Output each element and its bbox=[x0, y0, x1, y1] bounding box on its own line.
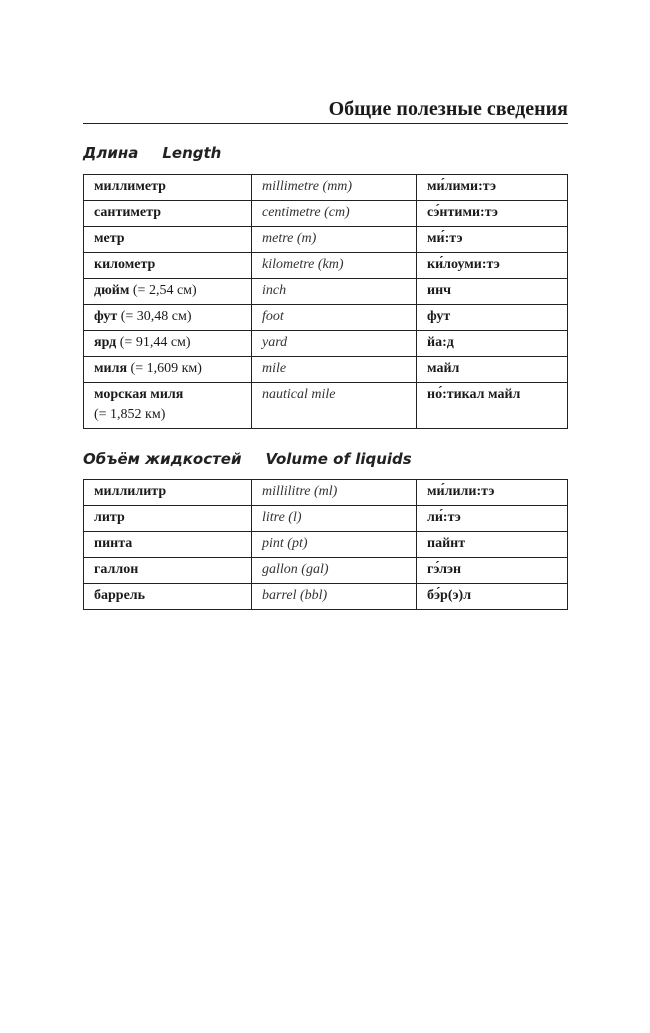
cell-english: mile bbox=[252, 357, 417, 383]
cell-russian bbox=[84, 201, 252, 227]
cell-transcription: бэ́р(э)л bbox=[417, 584, 568, 610]
cell-transcription: ми́:тэ bbox=[417, 227, 568, 253]
term-russian: километр bbox=[94, 257, 156, 272]
cell-transcription: сэ́нтими:тэ bbox=[417, 201, 568, 227]
cell-transcription: ки́лоуми:тэ bbox=[417, 253, 568, 279]
term-russian: ярд bbox=[94, 335, 117, 350]
table-row bbox=[84, 331, 568, 357]
term-russian: метр bbox=[94, 231, 125, 246]
cell-russian bbox=[84, 532, 252, 558]
term-russian: миля bbox=[94, 361, 128, 376]
cell-english: metre (m) bbox=[252, 227, 417, 253]
term-note: (= 1,609 км) bbox=[127, 361, 202, 376]
cell-transcription: ли́:тэ bbox=[417, 506, 568, 532]
cell-russian bbox=[84, 331, 252, 357]
table-row bbox=[84, 253, 568, 279]
cell-russian bbox=[84, 558, 252, 584]
section-title-volume bbox=[83, 450, 412, 468]
table-row bbox=[84, 175, 568, 201]
cell-english: kilometre (km) bbox=[252, 253, 417, 279]
table-row bbox=[84, 227, 568, 253]
table-row bbox=[84, 305, 568, 331]
term-note: (= 2,54 см) bbox=[129, 283, 197, 298]
table-row bbox=[84, 357, 568, 383]
term-note: (= 30,48 см) bbox=[117, 309, 192, 324]
cell-transcription: инч bbox=[417, 279, 568, 305]
cell-english: inch bbox=[252, 279, 417, 305]
cell-english: barrel (bbl) bbox=[252, 584, 417, 610]
term-russian: пинта bbox=[94, 536, 133, 551]
cell-english: foot bbox=[252, 305, 417, 331]
cell-russian bbox=[84, 305, 252, 331]
section-title-en: Length bbox=[162, 144, 222, 162]
table-row bbox=[84, 279, 568, 305]
cell-russian bbox=[84, 227, 252, 253]
term-russian: сантиметр bbox=[94, 205, 161, 220]
term-russian: баррель bbox=[94, 588, 146, 603]
section-title-en: Volume of liquids bbox=[265, 450, 412, 468]
cell-english: pint (pt) bbox=[252, 532, 417, 558]
cell-transcription: фут bbox=[417, 305, 568, 331]
cell-russian bbox=[84, 253, 252, 279]
term-russian: фут bbox=[94, 309, 118, 324]
cell-english: gallon (gal) bbox=[252, 558, 417, 584]
section-title-length bbox=[83, 144, 221, 162]
cell-english: litre (l) bbox=[252, 506, 417, 532]
table-row bbox=[84, 506, 568, 532]
term-russian: литр bbox=[94, 510, 125, 525]
cell-transcription: йа:д bbox=[417, 331, 568, 357]
running-head: Общие полезные сведения bbox=[328, 98, 568, 120]
cell-english: centimetre (cm) bbox=[252, 201, 417, 227]
cell-transcription: ми́лили:тэ bbox=[417, 480, 568, 506]
term-note: (= 91,44 см) bbox=[116, 335, 191, 350]
term-note: (= 1,852 км) bbox=[94, 407, 166, 422]
cell-english: nautical mile bbox=[252, 383, 417, 429]
header-rule bbox=[83, 123, 568, 124]
cell-russian bbox=[84, 357, 252, 383]
cell-russian bbox=[84, 480, 252, 506]
table-row bbox=[84, 584, 568, 610]
section-title-ru: Длина bbox=[83, 144, 139, 162]
cell-english: millimetre (mm) bbox=[252, 175, 417, 201]
section-title-ru: Объём жидкостей bbox=[83, 450, 242, 468]
cell-transcription: гэ́лэн bbox=[417, 558, 568, 584]
table-row bbox=[84, 383, 568, 429]
term-russian: галлон bbox=[94, 562, 139, 577]
cell-transcription: ми́лими:тэ bbox=[417, 175, 568, 201]
table-row bbox=[84, 480, 568, 506]
cell-english: yard bbox=[252, 331, 417, 357]
cell-russian bbox=[84, 584, 252, 610]
cell-russian bbox=[84, 506, 252, 532]
length-table bbox=[83, 174, 568, 429]
cell-transcription: майл bbox=[417, 357, 568, 383]
cell-russian bbox=[84, 383, 252, 429]
volume-table bbox=[83, 479, 568, 610]
term-russian: миллилитр bbox=[94, 484, 167, 499]
term-russian: дюйм bbox=[94, 283, 130, 298]
term-russian: морская миля bbox=[94, 387, 184, 402]
cell-english: millilitre (ml) bbox=[252, 480, 417, 506]
cell-russian bbox=[84, 175, 252, 201]
cell-transcription: но́:тикал майл bbox=[417, 383, 568, 429]
cell-russian bbox=[84, 279, 252, 305]
table-row bbox=[84, 201, 568, 227]
cell-transcription: пайнт bbox=[417, 532, 568, 558]
term-russian: миллиметр bbox=[94, 179, 166, 194]
table-row bbox=[84, 558, 568, 584]
table-row bbox=[84, 532, 568, 558]
